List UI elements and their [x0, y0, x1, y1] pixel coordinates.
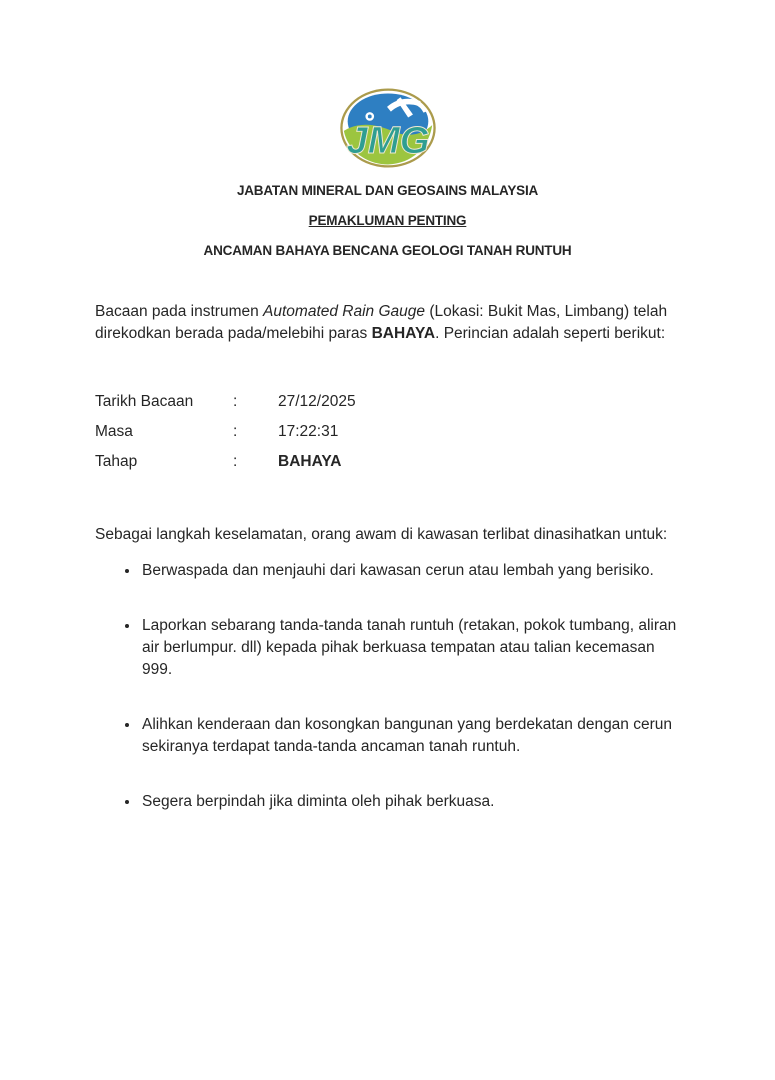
detail-value: 17:22:31: [278, 423, 339, 440]
jmg-logo-letters: JMG: [345, 118, 430, 162]
detail-row-level: [95, 452, 680, 472]
notice-title: PEMAKLUMAN PENTING: [308, 213, 467, 228]
detail-label: Tarikh Bacaan: [95, 393, 194, 410]
alert-level-inline: BAHAYA: [371, 325, 436, 342]
intro-text-3: . Perincian adalah seperti berikut:: [435, 325, 666, 342]
detail-row-time: [95, 422, 680, 442]
advisory-list: [95, 560, 683, 813]
advisory-item: • Segera berpindah jika diminta oleh pihak berkuasa.: [140, 791, 683, 813]
intro-paragraph: [95, 301, 683, 345]
advisory-lead: Sebagai langkah keselamatan, orang awam di kawasan terlibat dinasihatkan untuk:: [95, 526, 668, 543]
detail-row-date: [95, 392, 680, 412]
intro-text-1: Bacaan pada instrumen: [95, 303, 264, 320]
org-title: JABATAN MINERAL DAN GEOSAINS MALAYSIA: [236, 183, 539, 198]
detail-colon: :: [233, 423, 238, 440]
detail-colon: :: [233, 453, 238, 470]
detail-value: 27/12/2025: [278, 393, 356, 410]
advisory-item: • Alihkan kenderaan dan kosongkan bangunan yang berdekatan dengan cerun sekiranya terdapat tanda-tanda ancaman tanah runtuh.: [140, 714, 683, 758]
advisory-item: • Laporkan sebarang tanda-tanda tanah runtuh (retakan, pokok tumbang, aliran air berlumpur. dll) kepada pihak berkuasa tempatan atau talian kecemasan 999.: [140, 615, 683, 681]
jmg-logo: [340, 88, 436, 168]
jmg-logo-icon: [340, 88, 436, 168]
detail-label: Masa: [95, 423, 133, 440]
detail-value: BAHAYA: [278, 453, 342, 470]
details-table: [95, 392, 680, 472]
subject-title: ANCAMAN BAHAYA BENCANA GEOLOGI TANAH RUNTUH: [203, 243, 572, 258]
detail-colon: :: [233, 393, 238, 410]
detail-label: Tahap: [95, 453, 138, 470]
advisory-item: • Berwaspada dan menjauhi dari kawasan cerun atau lembah yang berisiko.: [140, 560, 683, 582]
instrument-name: Automated Rain Gauge: [263, 303, 426, 320]
intro-text-2: (Lokasi: Bukit Mas, Limbang) telah direkodkan berada pada/melebihi paras: [95, 303, 668, 342]
